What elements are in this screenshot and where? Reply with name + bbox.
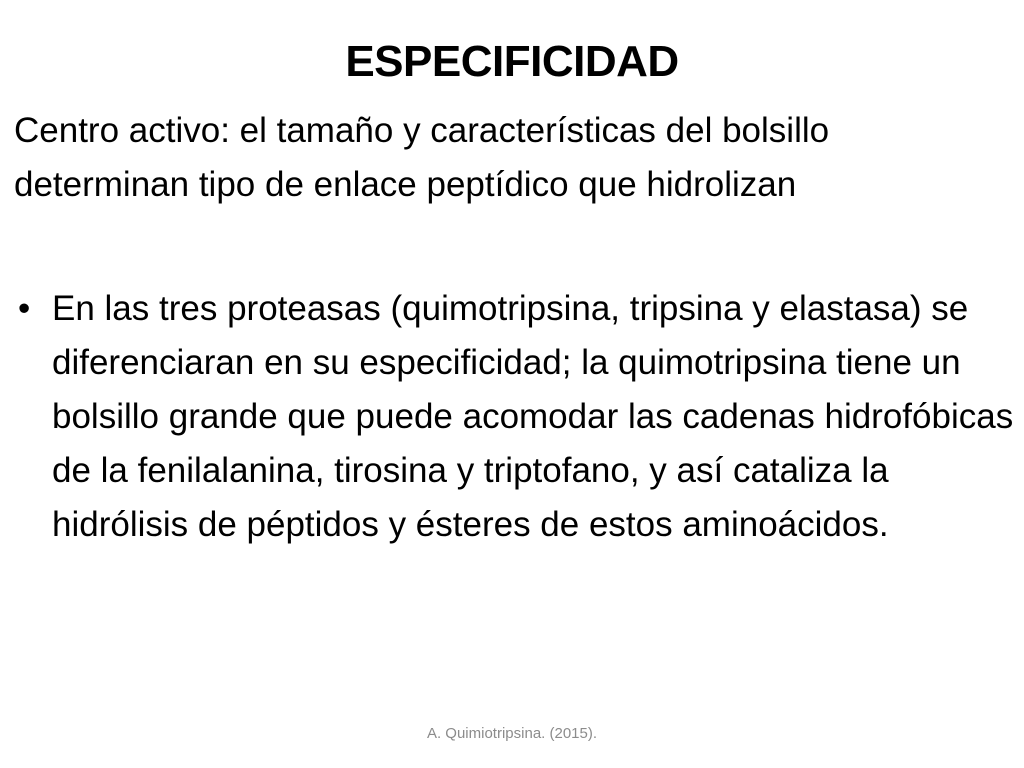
- footer-citation: A. Quimiotripsina. (2015).: [426, 725, 598, 742]
- intro-paragraph: Centro activo: el tamaño y características del bolsillo determinan tipo de enlace peptídico que hidrolizan: [14, 111, 830, 204]
- bullet-dot-icon: •: [18, 289, 31, 328]
- slide-title: ESPECIFICIDAD: [345, 37, 679, 86]
- bullet-text: En las tres proteasas (quimotripsina, tripsina y elastasa) se diferenciaran en su especificidad; la quimotripsina tiene un bolsillo grande que puede acomodar las cadenas hidrofóbicas de la fenilalanina, tirosina y triptofano, y así cataliza la hidrólisis de péptidos y ésteres de estos aminoácidos.: [52, 289, 1014, 544]
- bullet-list: [14, 282, 1014, 552]
- bullet-item: [14, 282, 1014, 552]
